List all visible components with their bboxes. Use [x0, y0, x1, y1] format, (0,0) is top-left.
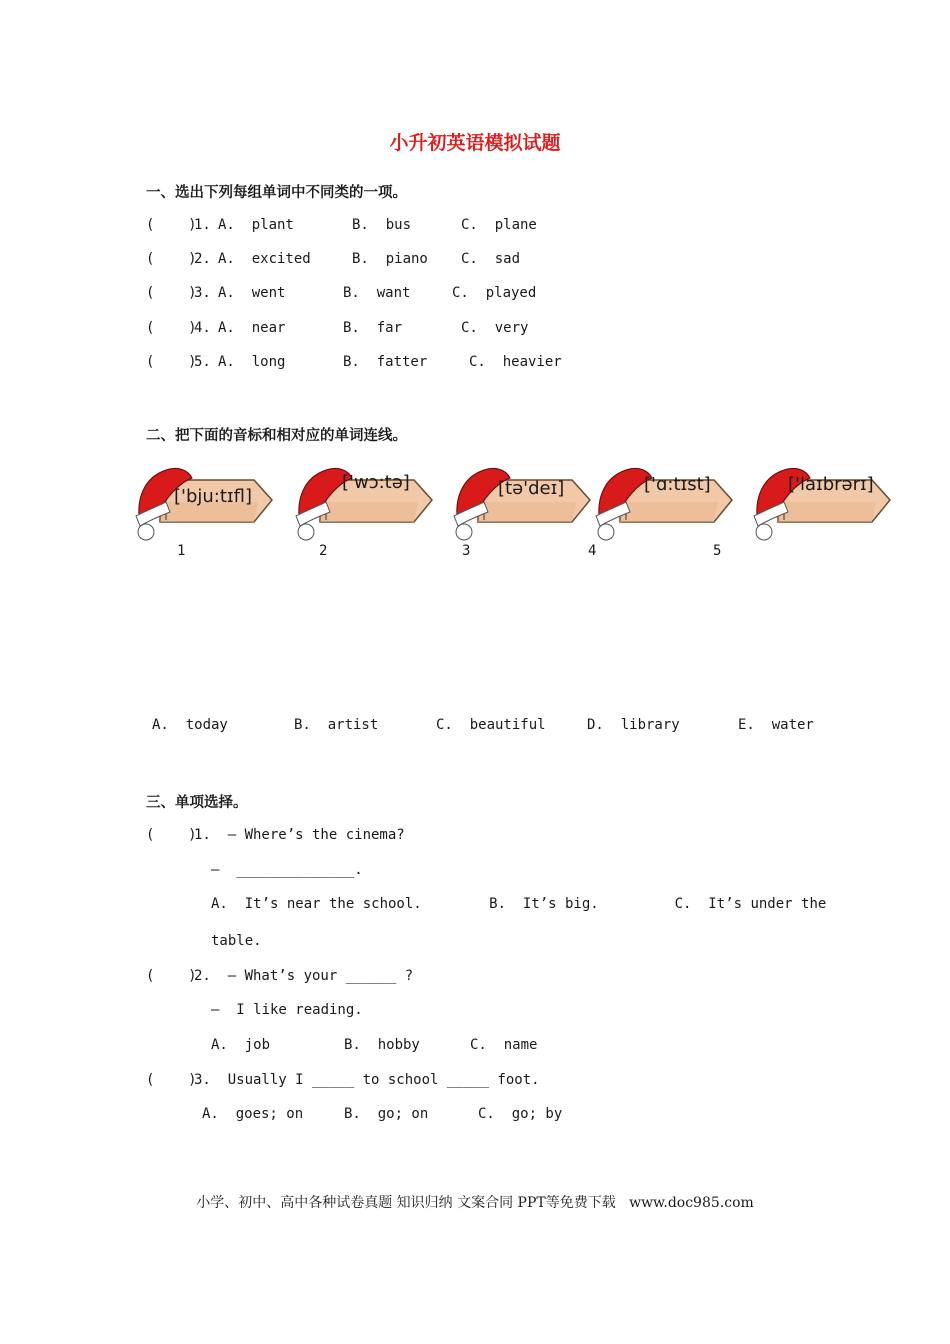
sign-number: 5	[713, 543, 722, 559]
option-c: C. heavier	[469, 354, 562, 370]
match-word[interactable]: C. beautiful	[436, 717, 546, 733]
answer-paren[interactable]: ( )	[146, 354, 197, 370]
answer-paren[interactable]: ( )	[146, 217, 197, 233]
option-b: B. far	[343, 320, 403, 336]
answer-paren[interactable]: ( )	[146, 285, 197, 301]
phonetic-label: ['laɪbrərɪ]	[788, 474, 874, 495]
phonetic-sign[interactable]	[448, 462, 598, 544]
question-number: 3.	[194, 285, 211, 301]
answer-paren[interactable]: ( )	[146, 320, 197, 336]
phonetic-label: ['bju:tɪfl]	[174, 486, 252, 507]
phonetic-label: ['ɑ:tɪst]	[644, 474, 711, 495]
phonetic-sign[interactable]	[290, 462, 440, 544]
match-word[interactable]: A. today	[152, 717, 228, 733]
question-number: 1.	[194, 217, 211, 233]
phonetic-sign[interactable]	[590, 462, 740, 544]
sign-number: 2	[319, 543, 328, 559]
option-b: B. go; on	[344, 1106, 429, 1122]
option-a: A. near	[218, 320, 286, 336]
option-c: C. very	[461, 320, 529, 336]
question-number: 5.	[194, 354, 211, 370]
option-c: C. name	[470, 1037, 538, 1053]
option-a: A. plant	[218, 217, 294, 233]
section1-heading: 一、选出下列每组单词中不同类的一项。	[146, 185, 407, 201]
match-word[interactable]: B. artist	[294, 717, 379, 733]
question-options-continued: table.	[211, 933, 262, 949]
santa-hat-sign-icon	[448, 462, 598, 544]
sign-number: 3	[462, 543, 471, 559]
section3-heading: 三、单项选择。	[146, 795, 248, 811]
phonetic-sign[interactable]	[130, 462, 280, 544]
question-options: A. It’s near the school. B. It’s big. C. It’s under the	[211, 896, 827, 912]
section2-heading: 二、把下面的音标和相对应的单词连线。	[146, 428, 407, 444]
match-word[interactable]: D. library	[587, 717, 680, 733]
answer-paren[interactable]: ( )	[146, 827, 197, 843]
page-title: 小升初英语模拟试题	[389, 132, 561, 154]
question-stem: 3. Usually I _____ to school _____ foot.	[194, 1072, 540, 1088]
option-c: C. sad	[461, 251, 521, 267]
question-stem: 1. — Where’s the cinema?	[194, 827, 405, 843]
phonetic-sign[interactable]	[748, 462, 898, 544]
option-b: B. bus	[352, 217, 412, 233]
option-b: B. hobby	[344, 1037, 420, 1053]
option-a: A. job	[211, 1037, 271, 1053]
question-answer-line: — I like reading.	[211, 1002, 363, 1018]
option-a: A. excited	[218, 251, 311, 267]
question-number: 4.	[194, 320, 211, 336]
phonetic-label: [tə'deɪ]	[498, 478, 565, 499]
question-answer-line: — ______________.	[211, 862, 363, 878]
option-b: B. piano	[352, 251, 428, 267]
match-word[interactable]: E. water	[738, 717, 814, 733]
option-c: C. played	[452, 285, 537, 301]
option-a: A. went	[218, 285, 286, 301]
option-c: C. plane	[461, 217, 537, 233]
phonetic-label: ['wɔ:tə]	[342, 472, 410, 493]
option-c: C. go; by	[478, 1106, 563, 1122]
question-stem: 2. — What’s your ______ ?	[194, 968, 414, 984]
option-a: A. long	[218, 354, 286, 370]
sign-number: 1	[177, 543, 186, 559]
answer-paren[interactable]: ( )	[146, 968, 197, 984]
sign-number: 4	[588, 543, 597, 559]
question-number: 2.	[194, 251, 211, 267]
answer-paren[interactable]: ( )	[146, 1072, 197, 1088]
option-b: B. want	[343, 285, 411, 301]
answer-paren[interactable]: ( )	[146, 251, 197, 267]
footer-text: 小学、初中、高中各种试卷真题 知识归纳 文案合同 PPT等免费下载 www.doc985.com	[196, 1195, 754, 1211]
option-a: A. goes; on	[202, 1106, 304, 1122]
option-b: B. fatter	[343, 354, 428, 370]
